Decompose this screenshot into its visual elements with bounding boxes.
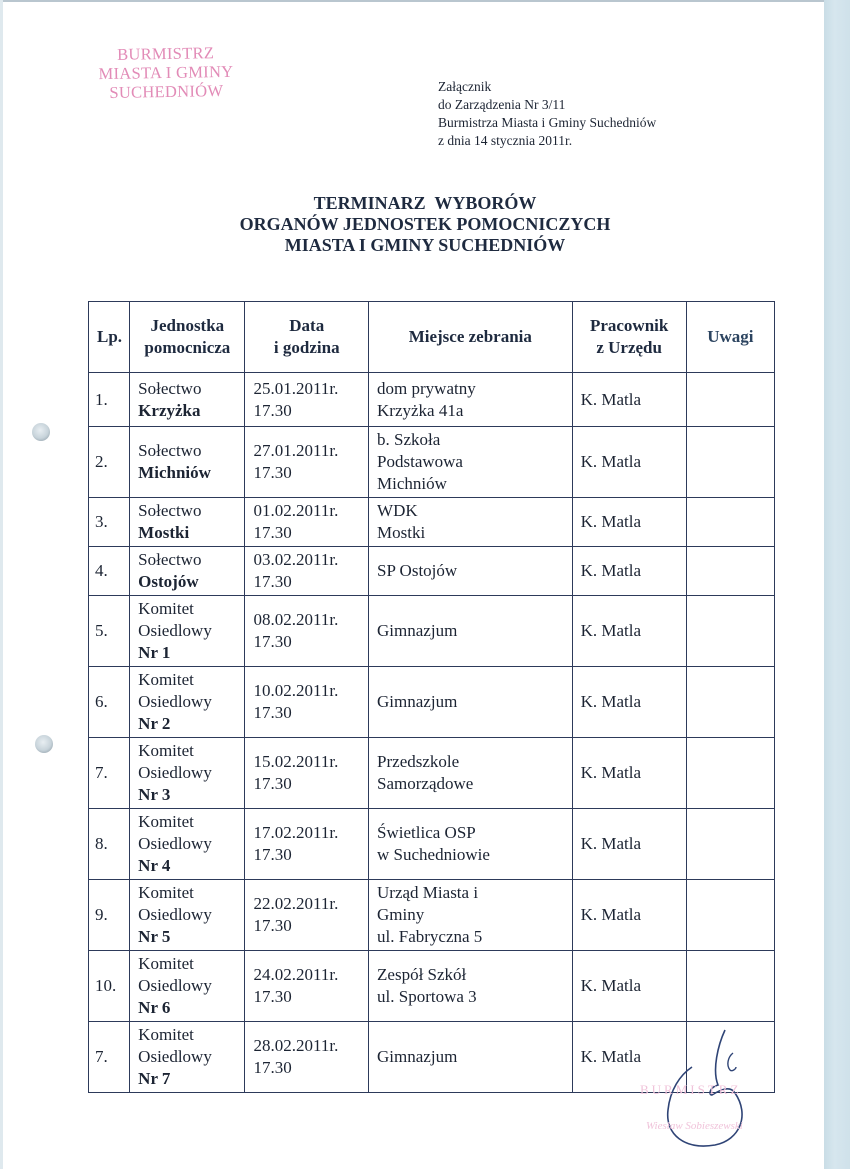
cell-staff: K. Matla bbox=[572, 809, 686, 880]
cell-date bbox=[245, 738, 369, 809]
unit-type: Komitet bbox=[138, 741, 194, 760]
meeting-date: 24.02.2011r. bbox=[253, 965, 339, 984]
cell-date bbox=[245, 880, 369, 951]
cell-notes bbox=[686, 880, 774, 951]
place-line: w Suchedniowie bbox=[377, 845, 490, 864]
table-row bbox=[89, 951, 775, 1022]
place-line: WDK bbox=[377, 501, 418, 520]
unit-name: Nr 4 bbox=[138, 856, 171, 875]
cell-unit bbox=[130, 738, 245, 809]
cell-lp: 4. bbox=[89, 547, 130, 596]
meeting-date: 22.02.2011r. bbox=[253, 894, 339, 913]
place-line: Urząd Miasta i bbox=[377, 883, 479, 902]
meeting-time: 17.30 bbox=[253, 632, 292, 651]
place-line: Krzyżka 41a bbox=[377, 400, 464, 420]
cell-place bbox=[369, 880, 573, 951]
cell-date bbox=[245, 596, 369, 667]
cell-unit bbox=[130, 880, 245, 951]
mayor-stamp-bottom-title: BURMISTRZ bbox=[640, 1082, 742, 1097]
unit-type: Osiedlowy bbox=[138, 692, 212, 711]
cell-unit bbox=[130, 809, 245, 880]
cell-date bbox=[245, 547, 369, 596]
meeting-time: 17.30 bbox=[253, 1058, 292, 1077]
cell-place bbox=[369, 498, 573, 547]
meeting-date: 10.02.2011r. bbox=[253, 681, 339, 700]
unit-type: Sołectwo bbox=[138, 550, 202, 569]
header-staff bbox=[572, 302, 686, 373]
cell-unit bbox=[130, 1022, 245, 1093]
annex-line: Burmistrza Miasta i Gminy Suchedniów bbox=[438, 115, 657, 130]
unit-type: Sołectwo bbox=[138, 378, 202, 398]
place-line: Podstawowa bbox=[377, 452, 463, 471]
place-line: b. Szkoła bbox=[377, 430, 441, 449]
unit-type: Komitet bbox=[138, 1025, 194, 1044]
cell-notes bbox=[686, 738, 774, 809]
cell-notes bbox=[686, 373, 774, 427]
place-line: Przedszkole bbox=[377, 752, 460, 771]
title-line: ORGANÓW JEDNOSTEK POMOCNICZYCH bbox=[239, 214, 611, 234]
unit-type: Osiedlowy bbox=[138, 834, 212, 853]
cell-notes bbox=[686, 809, 774, 880]
meeting-date: 08.02.2011r. bbox=[253, 610, 339, 629]
cell-lp: 9. bbox=[89, 880, 130, 951]
header-date-line: Data bbox=[289, 316, 325, 335]
cell-staff: K. Matla bbox=[572, 738, 686, 809]
place-line: SP Ostojów bbox=[377, 561, 458, 580]
header-unit-line: pomocnicza bbox=[144, 338, 231, 357]
cell-staff: K. Matla bbox=[572, 373, 686, 427]
cell-staff: K. Matla bbox=[572, 880, 686, 951]
unit-name: Ostojów bbox=[138, 572, 199, 591]
meeting-time: 17.30 bbox=[253, 463, 292, 482]
cell-place bbox=[369, 738, 573, 809]
meeting-time: 17.30 bbox=[253, 572, 292, 591]
header-date-line: i godzina bbox=[273, 338, 340, 357]
unit-type: Komitet bbox=[138, 812, 194, 831]
cell-date bbox=[245, 427, 369, 498]
unit-name: Nr 2 bbox=[138, 714, 171, 733]
cell-unit bbox=[130, 596, 245, 667]
meeting-date: 15.02.2011r. bbox=[253, 752, 339, 771]
annex-line: z dnia 14 stycznia 2011r. bbox=[438, 133, 573, 148]
unit-type: Sołectwo bbox=[138, 441, 202, 460]
annex-line: do Zarządzenia Nr 3/11 bbox=[438, 97, 566, 112]
cell-lp: 2. bbox=[89, 427, 130, 498]
cell-unit bbox=[130, 498, 245, 547]
stamp-line: MIASTA I GMINY bbox=[98, 61, 234, 84]
mayor-stamp-bottom-name: Wiesław Sobieszewski bbox=[646, 1120, 743, 1132]
cell-staff: K. Matla bbox=[572, 547, 686, 596]
table-header-row bbox=[89, 302, 775, 373]
table-row bbox=[89, 498, 775, 547]
meeting-time: 17.30 bbox=[253, 845, 292, 864]
meeting-time: 17.30 bbox=[253, 400, 292, 420]
cell-staff: K. Matla bbox=[572, 951, 686, 1022]
cell-lp: 7. bbox=[89, 738, 130, 809]
header-date bbox=[245, 302, 369, 373]
header-lp: Lp. bbox=[89, 302, 130, 373]
cell-lp: 10. bbox=[89, 951, 130, 1022]
header-place: Miejsce zebrania bbox=[369, 302, 573, 373]
table-row bbox=[89, 596, 775, 667]
unit-name: Nr 1 bbox=[138, 643, 171, 662]
unit-type: Osiedlowy bbox=[138, 1047, 212, 1066]
unit-name: Mostki bbox=[138, 523, 190, 542]
unit-type: Sołectwo bbox=[138, 501, 202, 520]
scan-right-edge bbox=[824, 0, 850, 1169]
meeting-time: 17.30 bbox=[253, 774, 292, 793]
cell-date bbox=[245, 951, 369, 1022]
cell-place bbox=[369, 596, 573, 667]
place-line: Samorządowe bbox=[377, 774, 474, 793]
meeting-time: 17.30 bbox=[253, 987, 292, 1006]
unit-type: Osiedlowy bbox=[138, 976, 212, 995]
cell-staff: K. Matla bbox=[572, 427, 686, 498]
header-unit bbox=[130, 302, 245, 373]
cell-lp: 6. bbox=[89, 667, 130, 738]
place-line: Gimnazjum bbox=[377, 1047, 458, 1066]
cell-place bbox=[369, 373, 573, 427]
election-schedule-table bbox=[88, 301, 775, 1093]
header-staff-line: Pracownik bbox=[589, 316, 669, 335]
table-row bbox=[89, 809, 775, 880]
stamp-line: SUCHEDNIÓW bbox=[109, 81, 224, 102]
meeting-time: 17.30 bbox=[253, 703, 292, 722]
cell-staff: K. Matla bbox=[572, 1022, 686, 1093]
title-line: MIASTA I GMINY SUCHEDNIÓW bbox=[284, 235, 566, 255]
unit-type: Komitet bbox=[138, 670, 194, 689]
cell-lp: 3. bbox=[89, 498, 130, 547]
cell-date bbox=[245, 373, 369, 427]
cell-staff: K. Matla bbox=[572, 667, 686, 738]
unit-type: Osiedlowy bbox=[138, 905, 212, 924]
cell-staff: K. Matla bbox=[572, 498, 686, 547]
cell-unit bbox=[130, 373, 245, 427]
unit-name: Krzyżka bbox=[138, 400, 201, 420]
table-row bbox=[89, 427, 775, 498]
header-staff-line: z Urzędu bbox=[596, 338, 662, 357]
unit-type: Komitet bbox=[138, 954, 194, 973]
document-title bbox=[0, 193, 850, 256]
cell-notes bbox=[686, 547, 774, 596]
place-line: Gminy bbox=[377, 905, 425, 924]
cell-notes bbox=[686, 498, 774, 547]
cell-lp: 5. bbox=[89, 596, 130, 667]
table-row bbox=[89, 373, 775, 427]
place-line: Michniów bbox=[377, 474, 447, 493]
cell-staff: K. Matla bbox=[572, 596, 686, 667]
unit-name: Nr 3 bbox=[138, 785, 171, 804]
table-row bbox=[89, 667, 775, 738]
punch-hole-lower bbox=[35, 735, 53, 753]
cell-lp: 8. bbox=[89, 809, 130, 880]
cell-lp: 1. bbox=[89, 373, 130, 427]
meeting-time: 17.30 bbox=[253, 916, 292, 935]
cell-notes bbox=[686, 667, 774, 738]
place-line: ul. Sportowa 3 bbox=[377, 987, 477, 1006]
cell-unit bbox=[130, 667, 245, 738]
unit-type: Komitet bbox=[138, 599, 194, 618]
cell-notes bbox=[686, 951, 774, 1022]
cell-place bbox=[369, 547, 573, 596]
cell-date bbox=[245, 498, 369, 547]
place-line: Mostki bbox=[377, 523, 426, 542]
cell-notes bbox=[686, 427, 774, 498]
cell-date bbox=[245, 667, 369, 738]
table-row bbox=[89, 547, 775, 596]
meeting-date: 27.01.2011r. bbox=[253, 441, 339, 460]
unit-type: Komitet bbox=[138, 883, 194, 902]
cell-notes bbox=[686, 596, 774, 667]
meeting-date: 25.01.2011r. bbox=[253, 378, 339, 398]
place-line: ul. Fabryczna 5 bbox=[377, 927, 483, 946]
cell-place bbox=[369, 1022, 573, 1093]
header-unit-line: Jednostka bbox=[150, 316, 225, 335]
meeting-date: 03.02.2011r. bbox=[253, 550, 339, 569]
unit-type: Osiedlowy bbox=[138, 621, 212, 640]
scan-left-edge bbox=[0, 0, 3, 1169]
unit-name: Nr 5 bbox=[138, 927, 171, 946]
meeting-date: 17.02.2011r. bbox=[253, 823, 339, 842]
annex-line: Załącznik bbox=[438, 79, 492, 94]
cell-unit bbox=[130, 547, 245, 596]
annex-header bbox=[438, 78, 656, 150]
table-row bbox=[89, 880, 775, 951]
header-notes: Uwagi bbox=[686, 302, 774, 373]
place-line: Gimnazjum bbox=[377, 621, 458, 640]
place-line: Gimnazjum bbox=[377, 692, 458, 711]
unit-name: Nr 7 bbox=[138, 1069, 171, 1088]
cell-place bbox=[369, 667, 573, 738]
cell-unit bbox=[130, 951, 245, 1022]
unit-name: Nr 6 bbox=[138, 998, 171, 1017]
cell-date bbox=[245, 809, 369, 880]
cell-place bbox=[369, 427, 573, 498]
cell-place bbox=[369, 809, 573, 880]
mayor-stamp-top bbox=[86, 43, 247, 103]
table-row bbox=[89, 738, 775, 809]
stamp-line: BURMISTRZ bbox=[116, 43, 215, 64]
meeting-date: 01.02.2011r. bbox=[253, 501, 339, 520]
meeting-date: 28.02.2011r. bbox=[253, 1036, 339, 1055]
title-line: TERMINARZ WYBORÓW bbox=[313, 193, 537, 213]
cell-place bbox=[369, 951, 573, 1022]
unit-type: Osiedlowy bbox=[138, 763, 212, 782]
meeting-time: 17.30 bbox=[253, 523, 292, 542]
punch-hole-upper bbox=[32, 423, 50, 441]
unit-name: Michniów bbox=[138, 463, 211, 482]
cell-date bbox=[245, 1022, 369, 1093]
place-line: dom prywatny bbox=[377, 378, 476, 398]
place-line: Zespół Szkół bbox=[377, 965, 467, 984]
scan-top-edge bbox=[0, 0, 824, 2]
place-line: Świetlica OSP bbox=[377, 823, 476, 842]
cell-lp: 7. bbox=[89, 1022, 130, 1093]
cell-unit bbox=[130, 427, 245, 498]
